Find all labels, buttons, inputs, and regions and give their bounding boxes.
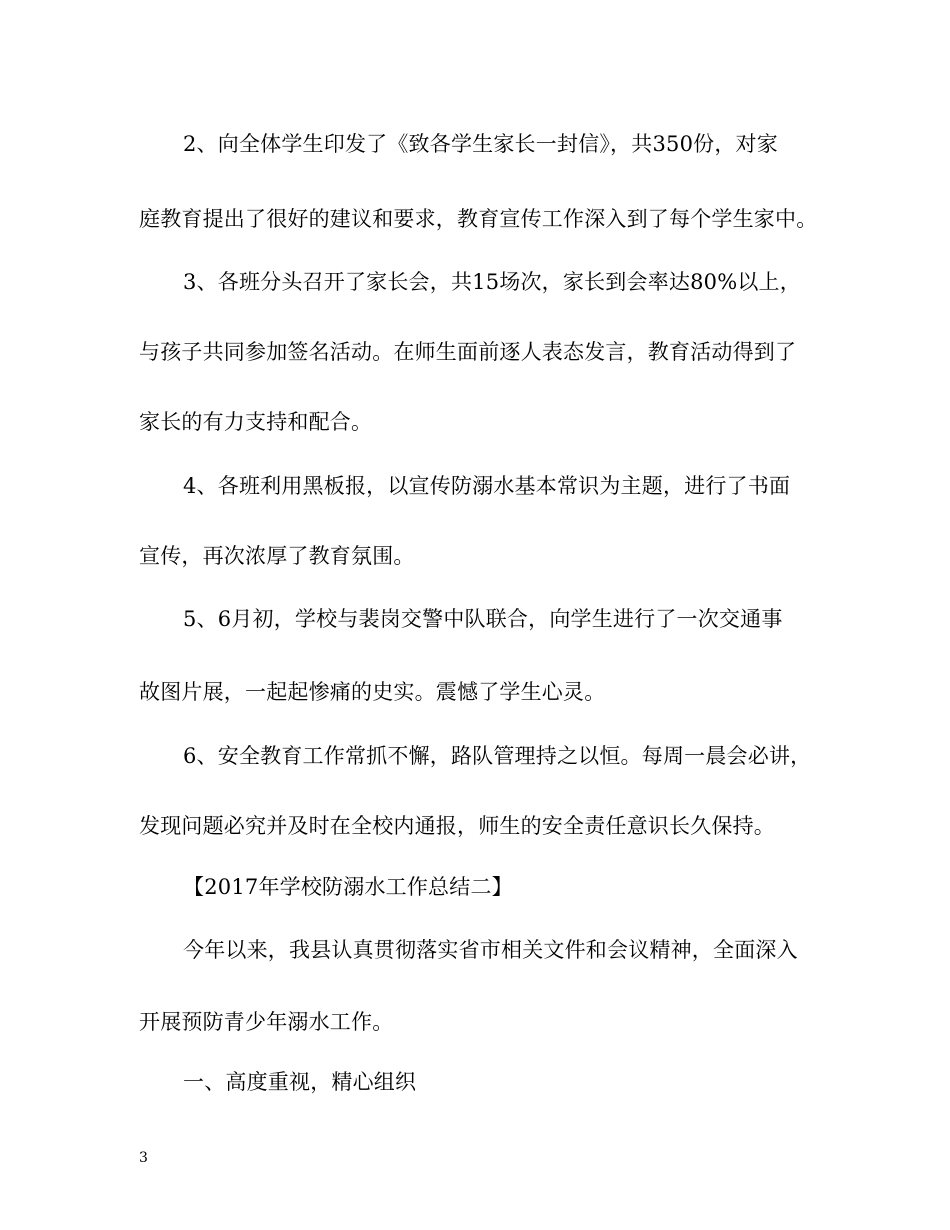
paragraph-line: 与孩子共同参加签名活动。在师生面前逐人表态发言，教育活动得到了 — [139, 340, 797, 364]
paragraph-line: 开展预防青少年溺水工作。 — [139, 1010, 394, 1034]
paragraph-line: 故图片展，一起起惨痛的史实。震憾了学生心灵。 — [139, 680, 606, 704]
paragraph-line: 2、向全体学生印发了《致各学生家长一封信》，共350份，对家 — [183, 132, 778, 156]
paragraph-line: 家长的有力支持和配合。 — [139, 410, 373, 434]
paragraph-line: 4、各班利用黑板报，以宣传防溺水基本常识为主题，进行了书面 — [183, 474, 791, 498]
paragraph-line: 今年以来，我县认真贯彻落实省市相关文件和会议精神，全面深入 — [183, 938, 798, 962]
paragraph-line: 6、安全教育工作常抓不懈，路队管理持之以恒。每周一晨会必讲， — [183, 744, 812, 768]
paragraph-line: 庭教育提出了很好的建议和要求，教育宣传工作深入到了每个学生家中。 — [139, 207, 818, 231]
section-heading: 【2017年学校防溺水工作总结二】 — [183, 875, 513, 899]
paragraph-line: 5、6月初，学校与裴岗交警中队联合，向学生进行了一次交通事 — [183, 607, 783, 631]
paragraph-line: 宣传，再次浓厚了教育氛围。 — [139, 544, 415, 568]
paragraph-line: 3、各班分头召开了家长会，共15场次，家长到会率达80%以上， — [183, 270, 801, 294]
subsection-heading: 一、高度重视，精心组织 — [183, 1070, 417, 1094]
page-number: 3 — [139, 1150, 148, 1166]
paragraph-line: 发现问题必究并及时在全校内通报，师生的安全责任意识长久保持。 — [139, 814, 775, 838]
